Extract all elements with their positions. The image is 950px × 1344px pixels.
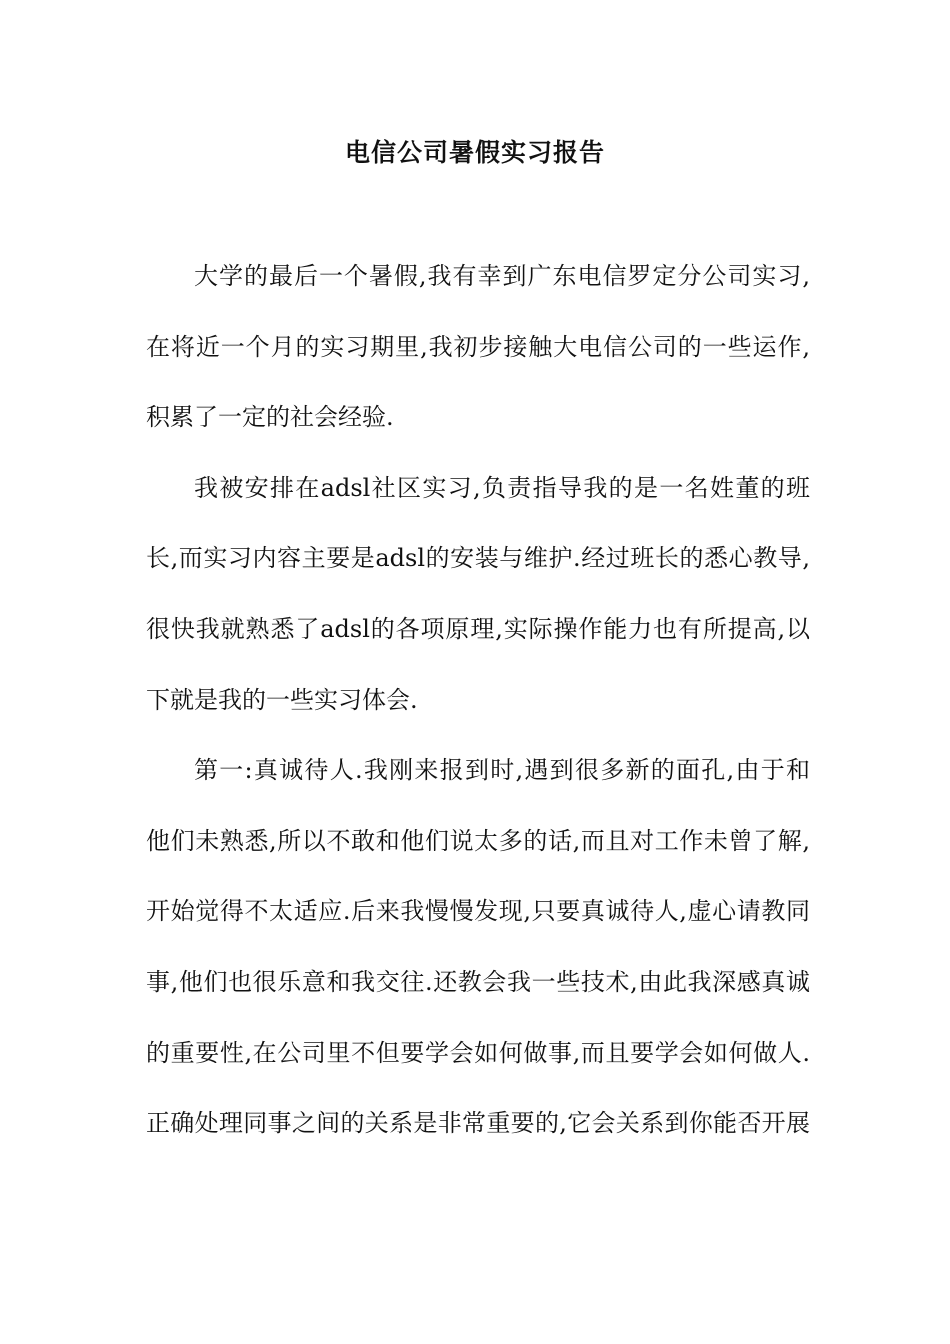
text-line: 长,而实习内容主要是adsl的安装与维护.经过班长的悉心教导,: [146, 544, 810, 573]
text-line: 很快我就熟悉了adsl的各项原理,实际操作能力也有所提高,以: [146, 614, 810, 643]
text-line: 的重要性,在公司里不但要学会如何做事,而且要学会如何做人.: [146, 1038, 810, 1067]
text-line: 开始觉得不太适应.后来我慢慢发现,只要真诚待人,虚心请教同: [146, 897, 810, 926]
text-line: 下就是我的一些实习体会.: [146, 685, 418, 714]
text-line: 他们未熟悉,所以不敢和他们说太多的话,而且对工作未曾了解,: [146, 826, 810, 855]
page-title: 电信公司暑假实习报告: [344, 138, 605, 167]
paragraph-1: [146, 256, 810, 468]
paragraph-2: [146, 468, 810, 750]
text-line: 正确处理同事之间的关系是非常重要的,它会关系到你能否开展: [146, 1109, 810, 1138]
text-line: 积累了一定的社会经验.: [146, 403, 394, 432]
text-line: 大学的最后一个暑假,我有幸到广东电信罗定分公司实习,: [194, 262, 810, 290]
text-line: 在将近一个月的实习期里,我初步接触大电信公司的一些运作,: [146, 332, 810, 361]
text-line: 事,他们也很乐意和我交往.还教会我一些技术,由此我深感真诚: [146, 967, 810, 996]
document-body: [146, 256, 810, 1174]
text-line: 我被安排在adsl社区实习,负责指导我的是一名姓董的班: [194, 473, 810, 502]
text-line: 第一:真诚待人.我刚来报到时,遇到很多新的面孔,由于和: [194, 756, 810, 785]
paragraph-3: [146, 750, 810, 1174]
